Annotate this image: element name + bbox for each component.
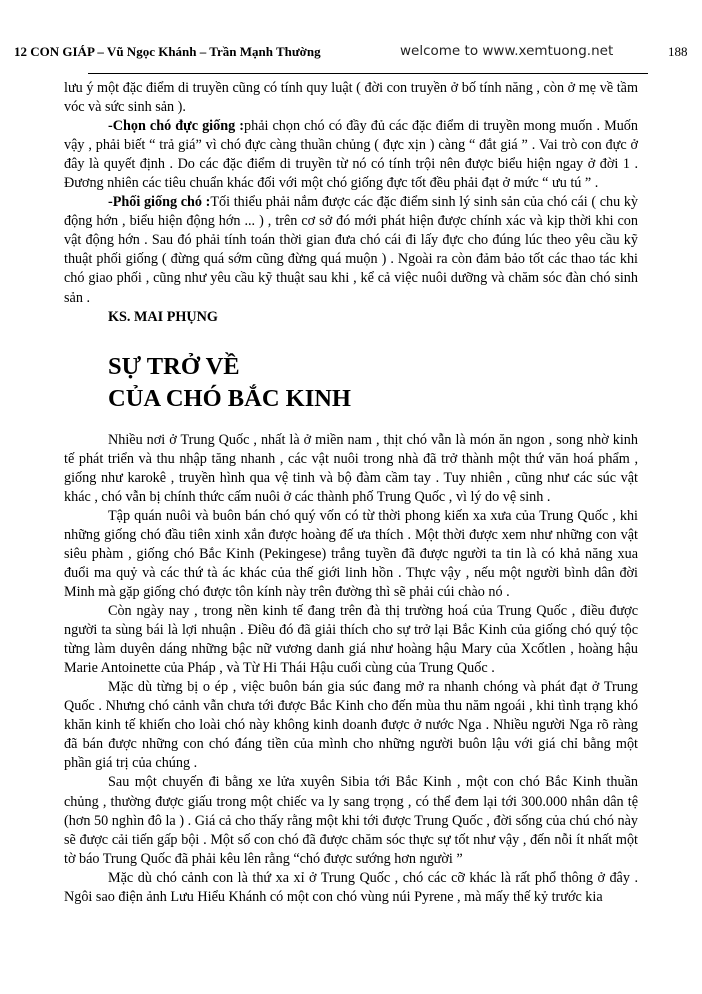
website-link[interactable]: welcome to www.xemtuong.net (400, 43, 614, 59)
paragraph-text: phải chọn chó có đầy đủ các đặc điểm di truyền mong muốn . Muốn vậy , phải biết “ trả giá” vì chó đực càng thuần chủng ( đực xịn ) càng “ đắt giá ” . Vai trò con đực ở đây là quyết định . Do các đặc điểm di truyền từ nó có tính trội nên được biểu hiện ngay ở đời 1 . Đương nhiên các tiêu chuẩn khác đối với một chó giống đực tốt đều phải đạt ở mức “ ưu tú ” . (64, 118, 638, 192)
header-divider (88, 73, 648, 74)
book-title: 12 CON GIÁP – Vũ Ngọc Khánh – Trần Mạnh Thường (14, 44, 321, 59)
paragraph-text: Tối thiểu phải nắm được các đặc điểm sinh lý sinh sản của chó cái ( chu kỳ động hớn , biểu hiện động hớn ... ) , trên cơ sở đó mới phát hiện được chính xác và kịp thời khi con vật động hớn . Sau đó phải tính toán thời gian đưa chó cái đi lấy đực cho đúng lúc theo yêu cầu kỹ thuật phối giống ( đừng quá sớm cũng đừng quá muộn ) . Ngoài ra còn đảm bảo tốt các thao tác khi chó giao phối , cũng như yêu cầu kỹ thuật sau khi , kể cả việc nuôi dưỡng và chăm sóc đàn chó sinh sản . (64, 194, 639, 306)
page-body (64, 79, 638, 907)
article-paragraph: Nhiều nơi ở Trung Quốc , nhất là ở miền nam , thịt chó vẫn là món ăn ngon , song nhờ kinh tế phát triển và thu nhập tăng nhanh , các vật nuôi trong nhà đã trở thành một thứ văn hoá phẩm , giống như karokê , truyền hình qua vệ tinh và bộ đàm cầm tay . Tuy nhiên , cũng như các súc vật khác , chó vẫn bị chính thức cấm nuôi ở các thành phố Trung Quốc , vì lý do vệ sinh . (64, 431, 638, 505)
article-paragraph: Sau một chuyến đi bằng xe lửa xuyên Sibia tới Bắc Kinh , một con chó Bắc Kinh thuần chủng , thường được giấu trong một chiếc va ly sang trọng , có thể đem lại tới 300.000 nhân dân tệ (hơn 50 nghìn đô la ) . Giá cả cho thấy rằng một khi tới được Trung Quốc , đời sống của chú chó này sẽ được cải tiến gấp bội . Một số con chó đã được chăm sóc thực sự tốt như vậy , đến nỗi ít nhất một tờ báo Trung Quốc đã phải kêu lên rằng “chó được sướng hơn người ” (64, 774, 638, 867)
paragraph-continuation: lưu ý một đặc điểm di truyền cũng có tính quy luật ( đời con truyền ở bố tính năng , còn ở mẹ về tầm vóc và sức sinh sản ). (64, 80, 638, 116)
article-paragraph: Mặc dù từng bị o ép , việc buôn bán gia súc đang mở ra nhanh chóng và phát đạt ở Trung Quốc . Nhưng chó cảnh vẫn chưa tới được Bắc Kinh cho đến mùa thu năm ngoái , khi tình trạng khó khăn kinh tế khiến cho loài chó này không kinh doanh được ở nước Nga . Nhiều người Nga rõ ràng đã bán được những con chó đáng tiền của mình cho những người buôn lậu với giá chỉ bằng một phần giá trị của chúng . (64, 679, 638, 772)
paragraph-male-breeding (64, 117, 638, 193)
author-signature: KS. MAI PHỤNG (108, 308, 218, 325)
paragraph-mating (64, 193, 638, 307)
article-title-line-2: CỦA CHÓ BẮC KINH (108, 384, 351, 412)
subheading-male-breeding: -Chọn chó đực giống : (108, 118, 244, 135)
article-paragraph: Còn ngày nay , trong nền kinh tế đang trên đà thị trường hoá của Trung Quốc , điều được người ta sùng bái là lợi nhuận . Điều đó đã giải thích cho sự trở lại Bắc Kinh của giống chó quý tộc từng làm duyên dáng những bậc nữ vương danh giá như hoàng hậu Mary của Xcốtlen , hoàng hậu Marie Antoinette của Pháp , và Từ Hi Thái Hậu cuối cùng của Trung Quốc . (64, 603, 638, 677)
page-number: 188 (668, 44, 688, 59)
article-paragraph: Mặc dù chó cảnh con là thứ xa xỉ ở Trung Quốc , chó các cỡ khác là rất phổ thông ở đây . Ngôi sao điện ảnh Lưu Hiểu Khánh có một con chó vùng núi Pyrene , mà mấy thế kỷ trước kia (64, 869, 638, 905)
article-title-line-1: SỰ TRỞ VỀ (108, 352, 240, 380)
article-paragraph: Tập quán nuôi và buôn bán chó quý vốn có từ thời phong kiến xa xưa của Trung Quốc , khi những giống chó đầu tiên xinh xắn được hoàng đế ưa thích . Một thời được xem như những con vật siêu phàm , giống chó Bắc Kinh (Pekingese) trắng tuyền đã được người ta tin là có khả năng xua đuổi ma quỷ và các thứ tà ác khác của thế giới linh hồn . Thực vậy , nếu một người bình dân đời Minh mà gặp giống chó được tôn kính này trên đường thì sẽ phải cúi chào nó . (64, 507, 638, 600)
subheading-mating: -Phối giống chó : (108, 194, 211, 211)
article-title (108, 351, 638, 415)
page-header (0, 44, 702, 64)
